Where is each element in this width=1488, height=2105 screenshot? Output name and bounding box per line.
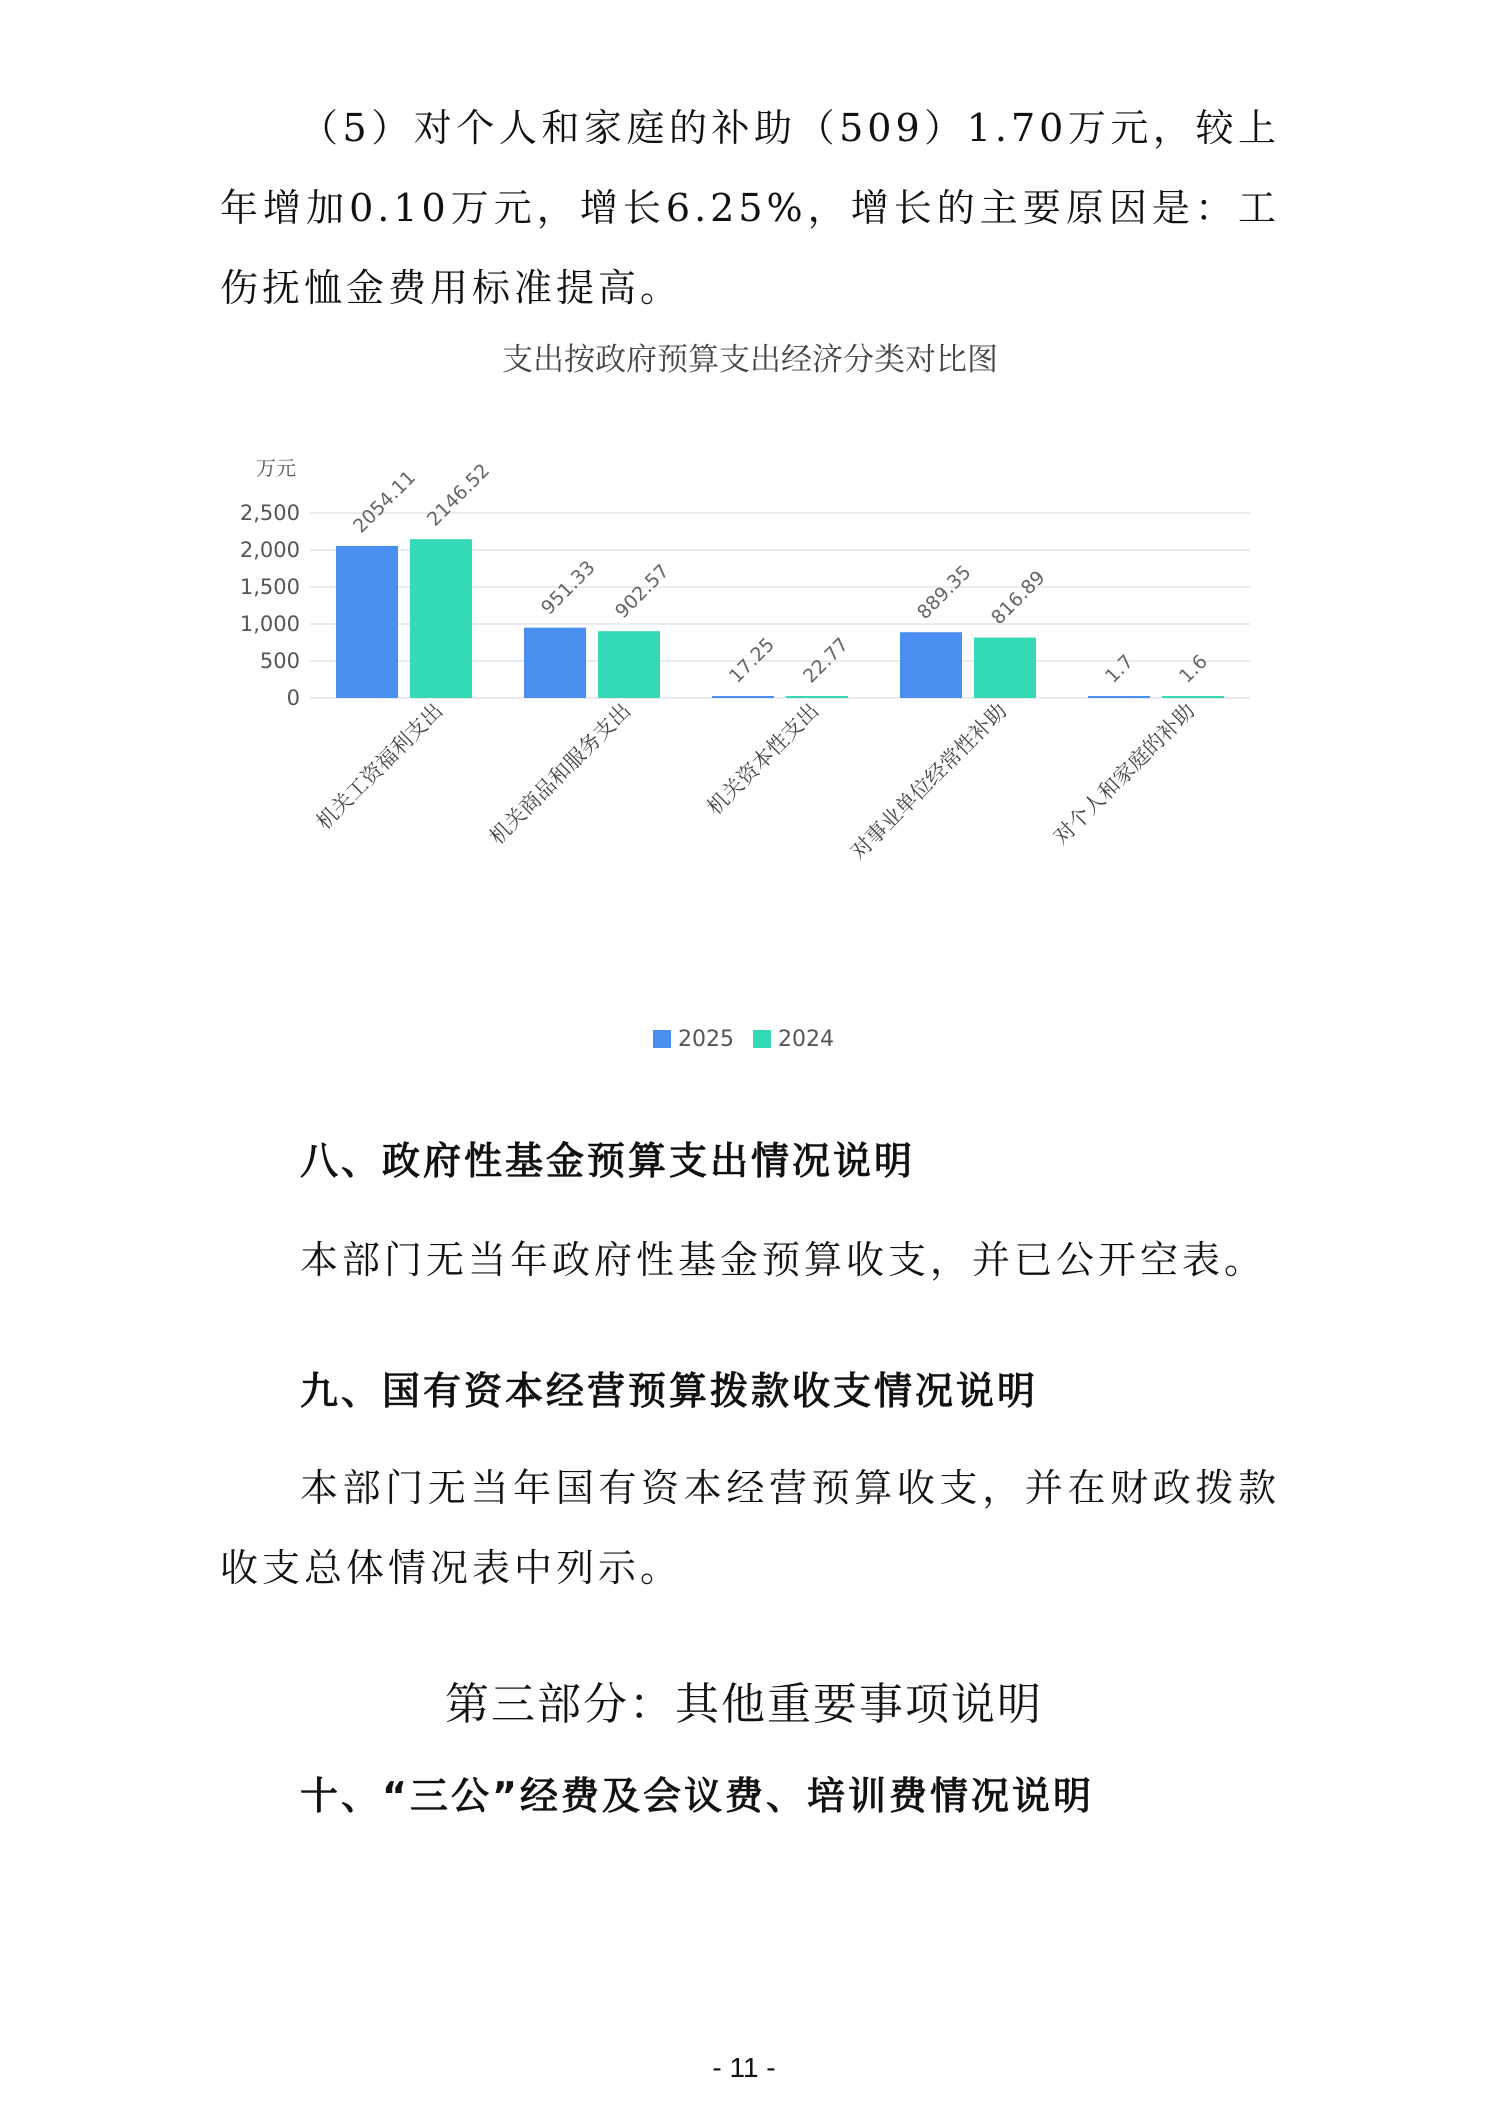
- section-10-heading: 十、“三公”经费及会议费、培训费情况说明: [300, 1774, 1094, 1818]
- data-label: 902.57: [610, 560, 674, 623]
- y-tick-label: 1,500: [239, 575, 300, 599]
- bar-2025: [1088, 696, 1150, 698]
- data-label: 2054.11: [348, 466, 421, 538]
- data-label: 2146.52: [422, 459, 495, 531]
- section-8-heading: 八、政府性基金预算支出情况说明: [300, 1139, 916, 1183]
- legend-label: 2025: [678, 1027, 734, 1052]
- section-9-body: 本部门无当年国有资本经营预算收支，并在财政拨款收支总体情况表中列示。: [220, 1466, 1280, 1590]
- bar-2025: [712, 696, 774, 698]
- data-label: 1.6: [1174, 650, 1212, 688]
- y-tick-label: 2,500: [239, 501, 300, 525]
- data-label: 951.33: [536, 556, 600, 620]
- chart-bars: [336, 539, 1224, 698]
- category-label: 对事业单位经常性补助: [846, 698, 1012, 865]
- data-label: 22.77: [798, 633, 854, 688]
- page-number: - 11 -: [712, 2052, 776, 2083]
- category-label: 机关商品和服务支出: [484, 698, 636, 850]
- data-label: 889.35: [912, 561, 976, 624]
- section-8-body: 本部门无当年政府性基金预算收支，并已公开空表。: [300, 1238, 1267, 1282]
- data-label: 17.25: [724, 633, 780, 688]
- data-label: 1.7: [1100, 650, 1138, 688]
- bar-2024: [598, 631, 660, 698]
- x-axis-categories: [312, 699, 1200, 864]
- chart-title: 支出按政府预算支出经济分类对比图: [502, 342, 998, 378]
- bar-2024: [410, 539, 472, 698]
- y-tick-label: 1,000: [239, 612, 300, 636]
- section-9-heading: 九、国有资本经营预算拨款收支情况说明: [300, 1369, 1039, 1413]
- y-axis-unit: 万元: [256, 456, 296, 480]
- bar-2025: [900, 632, 962, 698]
- y-tick-label: 0: [286, 686, 300, 710]
- legend-swatch-2025: [653, 1030, 671, 1048]
- bar-2025: [336, 546, 398, 698]
- legend-swatch-2024: [753, 1030, 771, 1048]
- bar-2024: [1162, 696, 1224, 698]
- part-3-title: 第三部分：其他重要事项说明: [445, 1679, 1043, 1730]
- expenditure-comparison-chart: [220, 340, 1280, 1080]
- bar-2024: [974, 638, 1036, 698]
- y-axis-ticks: [240, 501, 300, 710]
- y-tick-label: 2,000: [239, 538, 300, 562]
- legend-label: 2024: [778, 1027, 834, 1052]
- bar-2025: [524, 628, 586, 698]
- category-label: 机关资本性支出: [702, 698, 824, 820]
- chart-data-labels: [349, 460, 1212, 688]
- data-label: 816.89: [986, 566, 1050, 630]
- category-label: 机关工资福利支出: [311, 698, 448, 835]
- chart-legend: [653, 1027, 834, 1052]
- bar-2024: [786, 696, 848, 698]
- category-label: 对个人和家庭的补助: [1048, 698, 1200, 850]
- paragraph-subsidy-individuals: （5）对个人和家庭的补助（509）1.70万元，较上年增加0.10万元，增长6.25%，增长的主要原因是：工伤抚恤金费用标准提高。: [220, 106, 1280, 310]
- y-tick-label: 500: [259, 649, 300, 673]
